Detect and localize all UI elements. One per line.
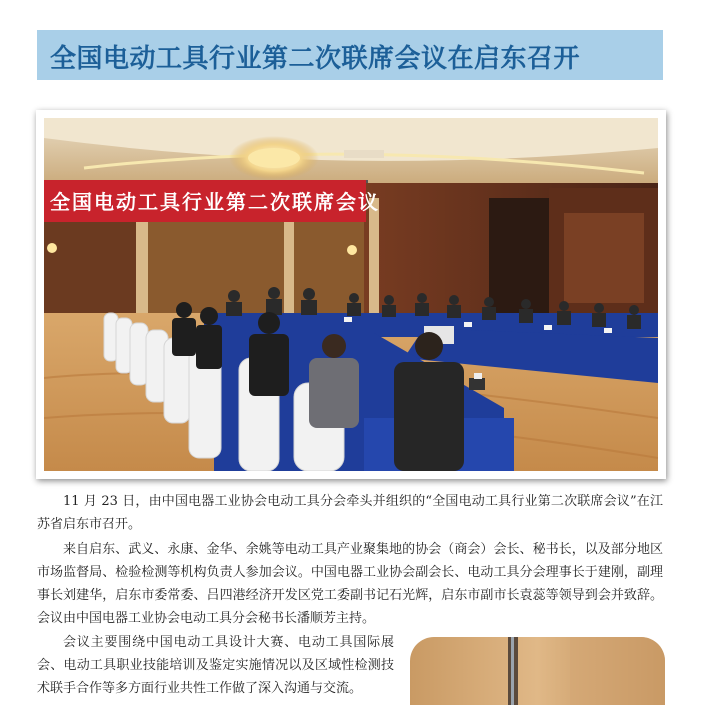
paragraph-3: 会议主要围绕中国电动工具设计大赛、电动工具国际展会、电动工具职业技能培训及鉴定实施情况以及区域性检测技术联手合作等多方面行业共性工作做了深入沟通与交流。 bbox=[37, 635, 394, 696]
meeting-photo-frame bbox=[36, 110, 666, 479]
secondary-photo bbox=[410, 637, 665, 705]
paragraph-1: 11 月 23 日，由中国电器工业协会电动工具分会牵头并组织的“全国电动工具行业第二次联席会议”在江苏省启东市召开。 bbox=[37, 494, 663, 532]
paragraph-2: 来自启东、武义、永康、金华、余姚等电动工具产业聚集地的协会（商会）会长、秘书长，以及部分地区市场监督局、检验检测等机构负责人参加会议。中国电器工业协会副会长、电动工具分会理事长于建刚，副理事长刘建华，启东市委常委、吕四港经济开发区党工委副书记石光辉，启东市副市长袁蕊等领导到会并致辞。会议由中国电器工业协会电动工具分会秘书长潘顺芳主持。 bbox=[37, 542, 663, 626]
meeting-photo bbox=[44, 118, 658, 471]
title-band bbox=[37, 30, 663, 80]
photo-banner-text: 全国电动工具行业第二次联席会议 bbox=[50, 190, 380, 214]
article-title: 全国电动工具行业第二次联席会议在启东召开 bbox=[50, 44, 581, 74]
